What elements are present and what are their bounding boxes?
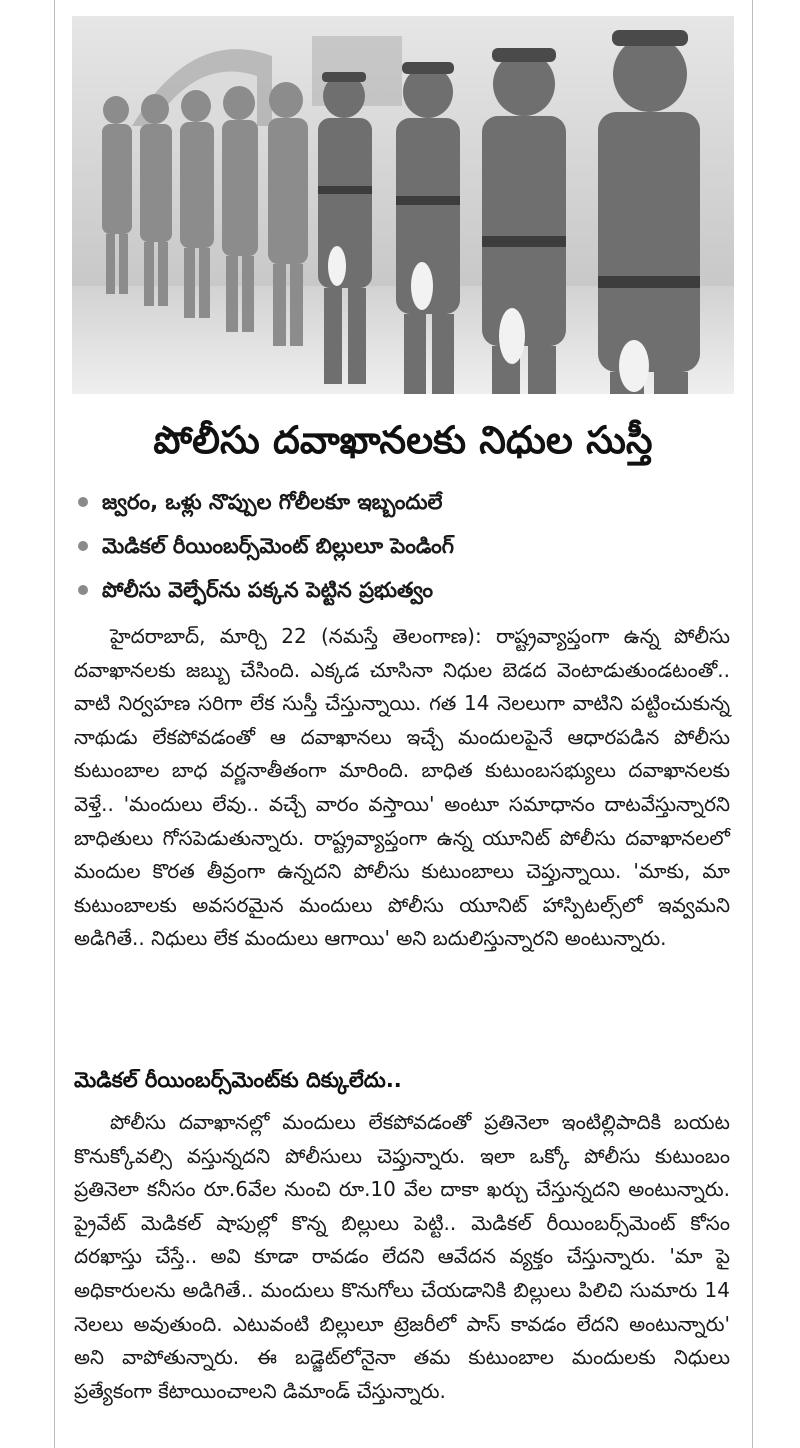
highlight-text: మెడికల్ రీయింబర్స్‌మెంట్ బిల్లులూ పెండింగ్ bbox=[102, 534, 454, 558]
bullet-icon bbox=[78, 541, 88, 551]
highlight-item bbox=[74, 524, 734, 568]
body-paragraph: హైదరాబాద్, మార్చి 22 (నమస్తే తెలంగాణ): రాష్ట్రవ్యాప్తంగా ఉన్న పోలీసు దవాఖానలకు జబ్బు చేసింది. ఎక్కడ చూసినా నిధుల బెడద వెంటాడుతుండటంతో.. వాటి నిర్వహణ సరిగా లేక సుస్తీ చేస్తున్నాయి. గత 14 నెలలుగా వాటిని పట్టించుకున్న నాథుడు లేకపోవడంతో ఆ దవాఖానలు ఇచ్చే మందులపైనే ఆధారపడిన పోలీసు కుటుంబాల బాధ వర్ణనాతీతంగా మారింది. బాధిత కుటుంబసభ్యులు దవాఖానలకు వెళ్తే.. 'మందులు లేవు.. వచ్చే వారం వస్తాయి' అంటూ సమాధానం దాటవేస్తున్నారని బాధితులు గోసపెడుతున్నారు. రాష్ట్రవ్యాప్తంగా ఉన్న యూనిట్ పోలీసు దవాఖానలలో మందుల కొరత తీవ్రంగా ఉన్నదని పోలీసు కుటుంబాలు చెప్తున్నాయి. 'మాకు, మా కుటుంబాలకు అవసరమైన మందులు పోలీసు యూనిట్ హాస్పిటల్స్‌లో ఇవ్వమని అడిగితే.. నిధులు లేక మందులు ఆగాయి' అని బదులిస్తున్నారని అంటున్నారు. bbox=[74, 624, 730, 951]
subheading: మెడికల్ రీయింబర్స్‌మెంట్‌కు దిక్కులేదు.. bbox=[74, 1068, 402, 1092]
police-parade-photo bbox=[72, 16, 734, 394]
highlight-text: పోలీసు వెల్ఫేర్‌ను పక్కన పెట్టిన ప్రభుత్వం bbox=[102, 578, 434, 602]
highlight-item bbox=[74, 568, 734, 612]
body-paragraph: పోలీసు దవాఖానల్లో మందులు లేకపోవడంతో ప్రతినెలా ఇంటిల్లిపాదికి బయట కొనుక్కోవల్సి వస్తున్నదని పోలీసులు చెప్తున్నారు. ఇలా ఒక్కో పోలీసు కుటుంబం ప్రతినెలా కనీసం రూ.6వేల నుంచి రూ.10 వేల దాకా ఖర్చు చేస్తున్నదని అంటున్నారు. ప్రైవేట్ మెడికల్ షాపుల్లో కొన్న బిల్లులు పెట్టి.. మెడికల్ రీయింబర్స్‌మెంట్ కోసం దరఖాస్తు చేస్తే.. అవి కూడా రావడం లేదని ఆవేదన వ్యక్తం చేస్తున్నారు. 'మా పై అధికారులను అడిగితే.. మందులు కొనుగోలు చేయడానికి బిల్లులు పిలిచి సుమారు 14 నెలలు అవుతుంది. ఎటువంటి బిల్లులూ ట్రెజరీలో పాస్ కావడం లేదని అంటున్నారు' అని వాపోతున్నారు. ఈ బడ్జెట్‌లోనైనా తమ కుటుంబాల మందులకు నిధులు ప్రత్యేకంగా కేటాయించాలని డిమాండ్ చేస్తున్నారు. bbox=[74, 1110, 730, 1403]
headline: పోలీసు దవాఖానలకు నిధుల సుస్తీ bbox=[153, 418, 653, 462]
column-rule-right bbox=[752, 0, 753, 1448]
column-rule-left bbox=[54, 0, 55, 1448]
bullet-icon bbox=[78, 585, 88, 595]
highlight-item bbox=[74, 480, 734, 524]
bullet-icon bbox=[78, 497, 88, 507]
highlight-list bbox=[74, 480, 734, 612]
highlight-text: జ్వరం, ఒళ్లు నొప్పుల గోలీలకూ ఇబ్బందులే bbox=[102, 490, 443, 514]
